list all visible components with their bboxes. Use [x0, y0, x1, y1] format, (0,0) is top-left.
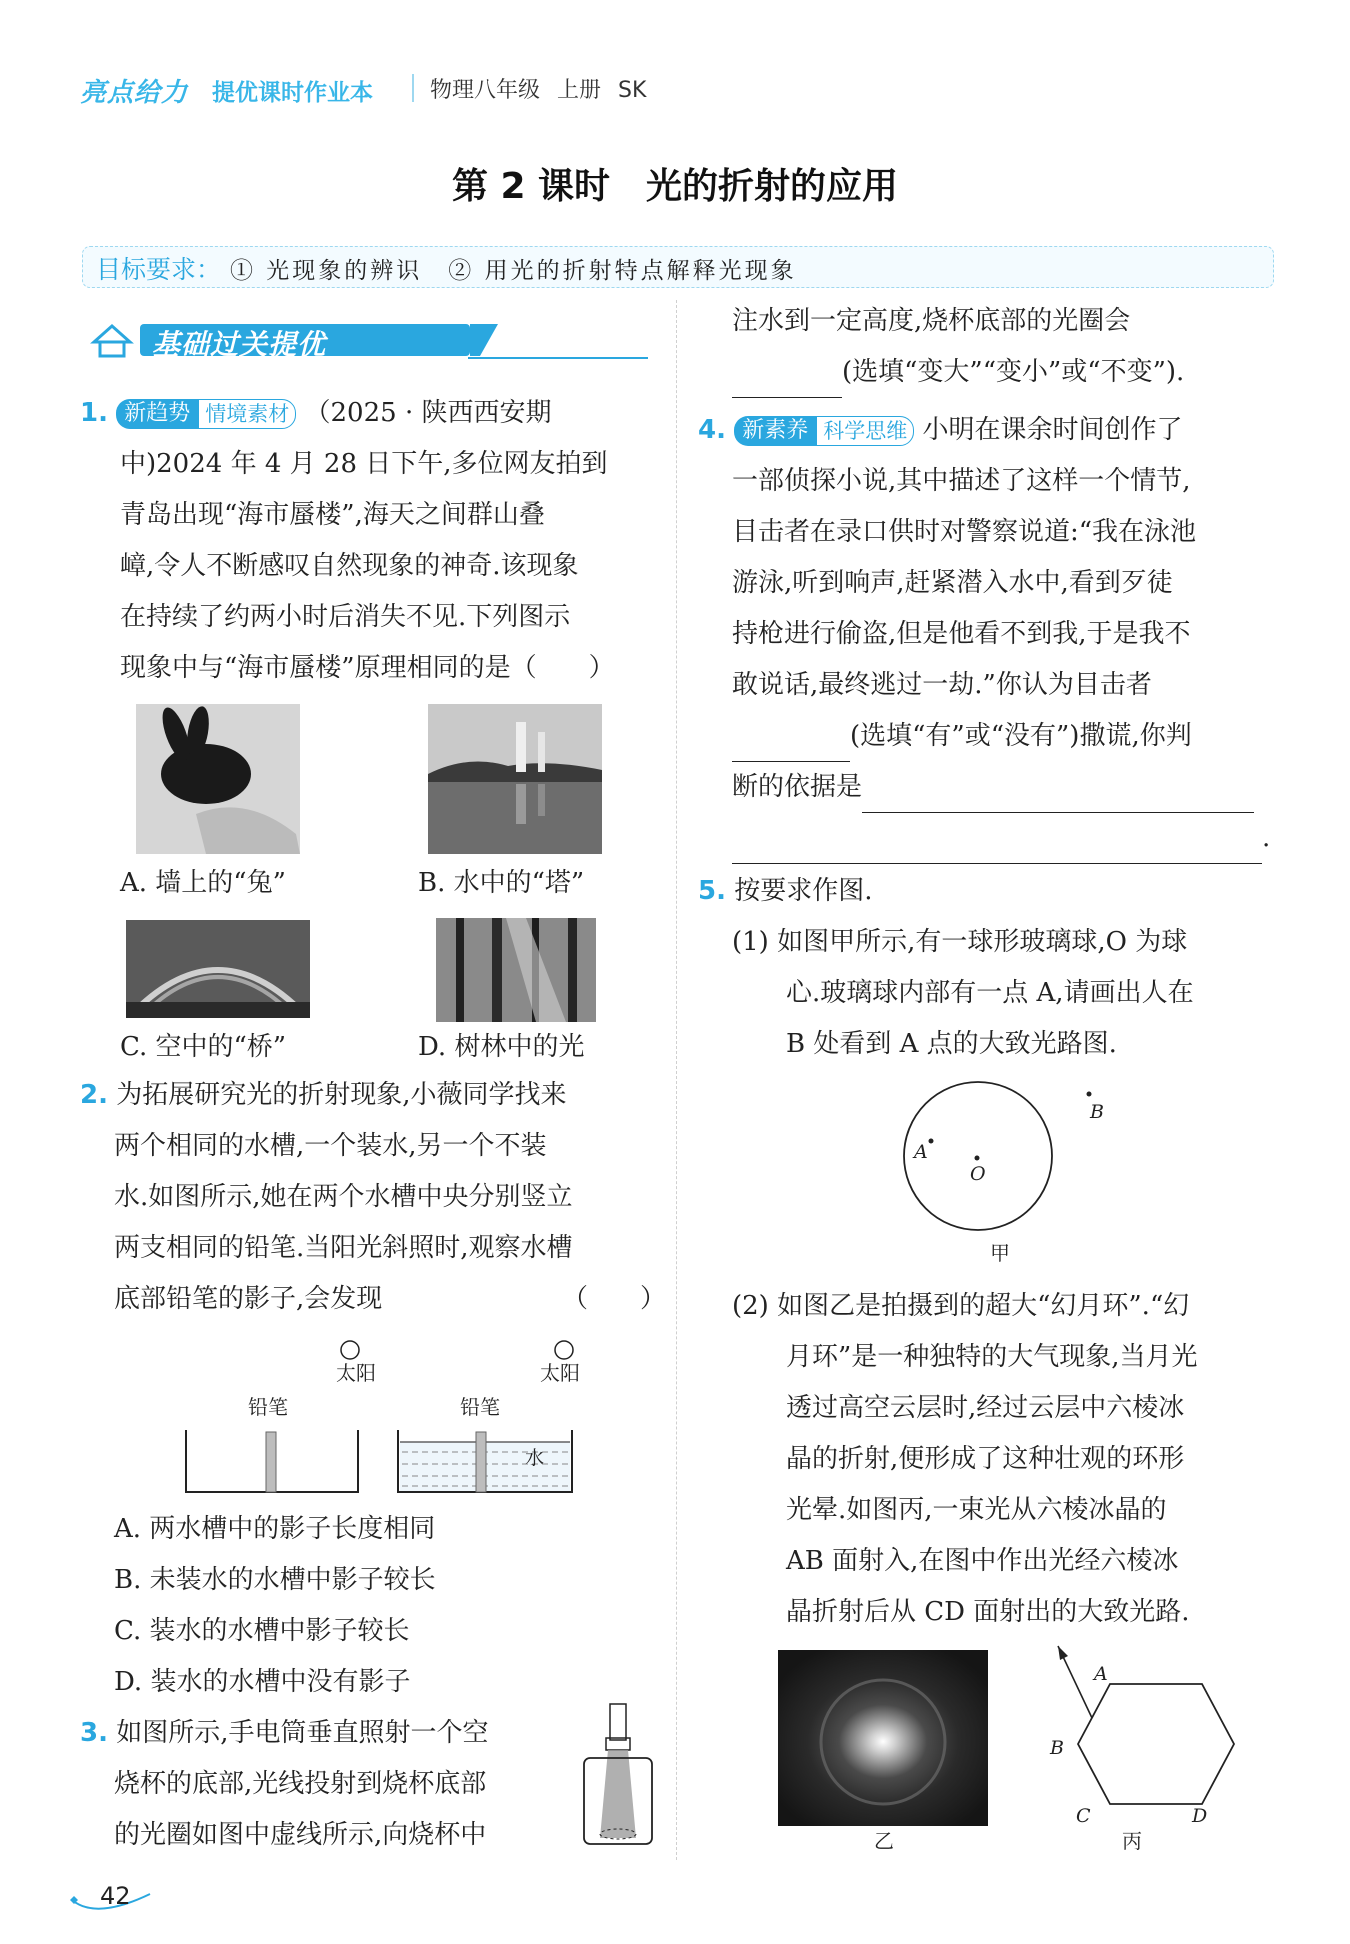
- vertex-a-label: A: [1094, 1663, 1108, 1685]
- book-info: 物理八年级 上册 SK: [430, 78, 647, 103]
- vertex-d-label: D: [1192, 1805, 1208, 1827]
- figure-bing-caption: 丙: [1122, 1829, 1142, 1853]
- q4-basis-label: 断的依据是: [732, 772, 863, 802]
- goals-label: 目标要求：: [96, 255, 222, 284]
- house-icon: [94, 326, 130, 356]
- goals-text: ① 光现象的辨识 ② 用光的折射特点解释光现象: [230, 258, 797, 284]
- q2-text: 为拓展研究光的折射现象,小薇同学找来: [116, 1080, 567, 1110]
- q4-line-8: [732, 762, 1254, 813]
- sun-label-left: 太阳: [336, 1361, 376, 1385]
- series-title: 提优课时作业本: [212, 80, 373, 106]
- q3-number: 3.: [80, 1718, 108, 1748]
- q3-blank-hint: (选填“变大”“变小”或“不变”).: [842, 357, 1185, 387]
- q1-line-2: 中)2024 年 4 月 28 日下午,多位网友拍到: [120, 449, 608, 479]
- brand-logo: 亮点给力: [80, 78, 189, 108]
- rainbow-photo: [126, 920, 310, 1018]
- q5-p2-line-6: AB 面射入,在图中作出光经六棱冰: [786, 1546, 1179, 1576]
- q5-p2-line-1: (2) 如图乙是拍摄到的超大“幻月环”.“幻: [732, 1291, 1190, 1321]
- q4-text: 小明在课余时间创作了: [922, 415, 1183, 445]
- q4-line-5: 持枪进行偷盗,但是他看不到我,于是我不: [732, 619, 1191, 649]
- q1-number: 1.: [80, 398, 108, 428]
- q2-line-2: 两个相同的水槽,一个装水,另一个不装: [114, 1131, 547, 1161]
- q2-figure: [180, 1334, 600, 1496]
- q3-cont-line-2: [732, 347, 1184, 398]
- q4-blank-hint: (选填“有”或“没有”)撒谎,你判: [850, 721, 1192, 751]
- q2-line-1: [80, 1070, 567, 1121]
- q1-line-5: 在持续了约两小时后消失不见.下列图示: [120, 602, 571, 632]
- q1-line-1: [80, 388, 551, 439]
- q2-number: 2.: [80, 1080, 108, 1110]
- q1-option-d: D. 树林中的光: [418, 1032, 585, 1062]
- q5-line-1: [698, 866, 873, 917]
- q2-option-a: A. 两水槽中的影子长度相同: [114, 1514, 436, 1544]
- point-a-label: A: [914, 1141, 928, 1163]
- q4-line-7: [732, 711, 1192, 762]
- q1-tag: 新趋势: [116, 399, 198, 429]
- q5-p2-line-3: 透过高空云层时,经过云层中六棱冰: [786, 1393, 1185, 1423]
- water-label: 水: [525, 1447, 545, 1469]
- q2-option-c: C. 装水的水槽中影子较长: [114, 1616, 410, 1646]
- flashlight-beaker-figure: [580, 1700, 656, 1850]
- q4-tag-sub: 科学思维: [816, 416, 914, 446]
- q4-line-1: [698, 405, 1183, 456]
- q5-p1-line-3: B 处看到 A 点的大致光路图.: [786, 1029, 1117, 1059]
- q4-line-4: 游泳,听到响声,赶紧潜入水中,看到歹徒: [732, 568, 1173, 598]
- q4-number: 4.: [698, 415, 726, 445]
- q1-option-a: A. 墙上的“兔”: [120, 868, 286, 898]
- q1-text: （2025 · 陕西西安期: [304, 398, 552, 428]
- sun-label-right: 太阳: [540, 1361, 580, 1385]
- figure-jia-caption: 甲: [990, 1241, 1010, 1265]
- q5-title: 按要求作图.: [734, 876, 873, 906]
- q2-option-b: B. 未装水的水槽中影子较长: [114, 1565, 436, 1595]
- q3-answer-blank[interactable]: [732, 363, 842, 398]
- q5-p2-line-4: 晶的折射,便形成了这种壮观的环形: [786, 1444, 1185, 1474]
- header-divider: [412, 74, 414, 102]
- q4-basis-blank[interactable]: [862, 778, 1254, 813]
- rabbit-shadow-photo: [136, 704, 300, 854]
- q3-line-3: 的光圈如图中虚线所示,向烧杯中: [114, 1820, 487, 1850]
- q2-line-5: 底部铅笔的影子,会发现: [114, 1284, 383, 1314]
- q4-tag: 新素养: [734, 416, 816, 446]
- page-number: 42: [100, 1882, 131, 1910]
- glass-sphere-figure: [880, 1078, 1120, 1270]
- q1-option-b: B. 水中的“塔”: [418, 868, 585, 898]
- point-b-label: B: [1090, 1101, 1104, 1123]
- q1-option-c: C. 空中的“桥”: [120, 1032, 287, 1062]
- pencil-label-right: 铅笔: [460, 1395, 500, 1419]
- figure-yi-caption: 乙: [874, 1829, 894, 1850]
- q4-basis-blank-2[interactable]: [732, 829, 1262, 864]
- q1-tag-sub: 情境素材: [198, 399, 296, 429]
- q1-line-4: 嶂,令人不断感叹自然现象的神奇.该现象: [120, 551, 579, 581]
- point-o-label: O: [970, 1163, 986, 1185]
- q4-line-9: .: [732, 813, 1270, 864]
- q5-number: 5.: [698, 876, 726, 906]
- q2-option-d: D. 装水的水槽中没有影子: [114, 1667, 411, 1697]
- section-title: 基础过关提优: [152, 328, 327, 361]
- q5-p2-line-7: 晶折射后从 CD 面射出的大致光路.: [786, 1597, 1190, 1627]
- vertex-c-label: C: [1076, 1805, 1091, 1827]
- q4-answer-blank[interactable]: [732, 727, 850, 762]
- vertex-b-label: B: [1050, 1737, 1064, 1759]
- q4-line-3: 目击者在录口供时对警察说道:“我在泳池: [732, 517, 1197, 547]
- q5-p1-line-2: 心.玻璃球内部有一点 A,请画出人在: [786, 978, 1194, 1008]
- q2-line-4: 两支相同的铅笔.当阳光斜照时,观察水槽: [114, 1233, 573, 1263]
- tower-reflection-photo: [428, 704, 602, 854]
- q2-line-3: 水.如图所示,她在两个水槽中央分别竖立: [114, 1182, 573, 1212]
- q1-line-6: 现象中与“海市蜃楼”原理相同的是（ ）: [120, 653, 615, 683]
- moon-halo-photo: [778, 1650, 988, 1850]
- q5-p1-line-1: (1) 如图甲所示,有一球形玻璃球,O 为球: [732, 927, 1188, 957]
- pencil-label-left: 铅笔: [248, 1395, 288, 1419]
- column-divider: [676, 300, 677, 1860]
- q5-p2-line-5: 光晕.如图丙,一束光从六棱冰晶的: [786, 1495, 1167, 1525]
- q3-cont-line-1: 注水到一定高度,烧杯底部的光圈会: [732, 306, 1131, 336]
- lesson-title: 第 2 课时 光的折射的应用: [451, 166, 899, 207]
- q4-line-2: 一部侦探小说,其中描述了这样一个情节,: [732, 466, 1191, 496]
- q1-line-3: 青岛出现“海市蜃楼”,海天之间群山叠: [120, 500, 545, 530]
- q2-answer-bracket: （ ）: [562, 1284, 667, 1314]
- q5-p2-line-2: 月环”是一种独特的大气现象,当月光: [786, 1342, 1198, 1372]
- q3-text: 如图所示,手电筒垂直照射一个空: [116, 1718, 489, 1748]
- q3-line-2: 烧杯的底部,光线投射到烧杯底部: [114, 1769, 487, 1799]
- forest-light-photo: [436, 918, 596, 1022]
- q3-line-1: [80, 1708, 489, 1759]
- hexagon-crystal-figure: [1018, 1640, 1258, 1854]
- q4-line-6: 敢说话,最终逃过一劫.”你认为目击者: [732, 670, 1152, 700]
